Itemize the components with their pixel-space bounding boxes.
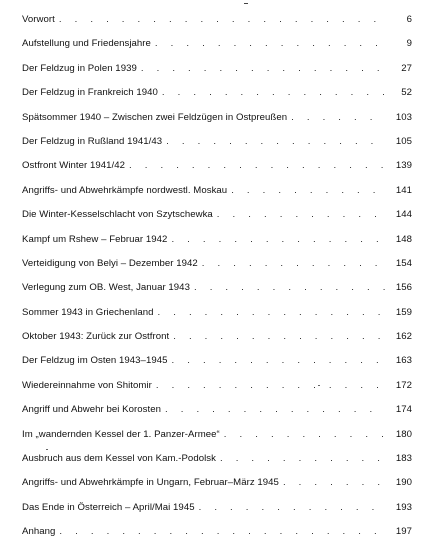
toc-entry-title: Wiedereinnahme von Shitomir: [22, 379, 152, 391]
toc-entry-page: 193: [395, 501, 412, 513]
scan-mark: [244, 3, 248, 4]
toc-entry-title: Aufstellung und Friedensjahre: [22, 38, 151, 50]
toc-entry-title: Anhang: [22, 526, 56, 538]
toc-entry: [22, 13, 412, 37]
toc-entry-title: Kampf um Rshew – Februar 1942: [22, 233, 168, 245]
toc-entry: [22, 111, 412, 135]
toc-entry-page: 183: [395, 453, 412, 465]
toc-entry: [22, 476, 412, 500]
toc-dot-leader: [156, 379, 386, 393]
toc-entry: [22, 184, 412, 208]
toc-entry-page: 9: [406, 38, 412, 50]
toc-entry: [22, 403, 412, 427]
toc-entry-title: Der Feldzug im Osten 1943–1945: [22, 355, 168, 367]
toc-entry-title: Angriff und Abwehr bei Korosten: [22, 404, 161, 416]
toc-entry-page: 141: [395, 184, 412, 196]
toc-entry: [22, 501, 412, 525]
toc-entry-title: Das Ende in Österreich – April/Mai 1945: [22, 501, 195, 513]
toc-entry-page: 103: [395, 111, 412, 123]
toc-entry-title: Verteidigung von Belyi – Dezember 1942: [22, 257, 198, 269]
toc-dot-leader: [59, 525, 386, 539]
toc-entry: [22, 306, 412, 330]
toc-entry: [22, 257, 412, 281]
toc-entry-page: 139: [395, 160, 412, 172]
toc-dot-leader: [157, 306, 386, 320]
toc-entry: [22, 452, 412, 476]
toc-dot-leader: [217, 208, 386, 222]
toc-dot-leader: [173, 330, 386, 344]
toc-entry-page: 163: [395, 355, 412, 367]
toc-entry-page: 180: [395, 428, 412, 440]
toc-entry: [22, 135, 412, 159]
toc-entry-title: Sommer 1943 in Griechenland: [22, 306, 154, 318]
toc-entry: [22, 354, 412, 378]
toc-entry: [22, 62, 412, 86]
toc-dot-leader: [199, 501, 386, 515]
toc-entry-page: 52: [401, 87, 412, 99]
toc-dot-leader: [224, 428, 386, 442]
toc-entry-title: Im „wandernden Kessel der 1. Panzer-Armee“: [22, 428, 220, 440]
toc-dot-leader: [129, 159, 386, 173]
toc-entry-title: Die Winter-Kesselschlacht von Szytschewka: [22, 209, 213, 221]
toc-entry-title: Der Feldzug in Rußland 1941/43: [22, 135, 163, 147]
toc-dot-leader: [165, 403, 386, 417]
toc-entry-title: Spätsommer 1940 – Zwischen zwei Feldzügen in Ostpreußen: [22, 111, 288, 123]
toc-entry: [22, 159, 412, 183]
toc-entry-title: Der Feldzug in Polen 1939: [22, 62, 137, 74]
toc-entry: [22, 379, 412, 403]
toc-entry-page: 148: [395, 233, 412, 245]
toc-dot-leader: [231, 184, 386, 198]
toc-entry: [22, 86, 412, 110]
toc-dot-leader: [172, 354, 387, 368]
toc-entry-title: Oktober 1943: Zurück zur Ostfront: [22, 331, 170, 343]
toc-entry-page: 172: [395, 379, 412, 391]
toc-entry: [22, 208, 412, 232]
toc-dot-leader: [202, 257, 386, 271]
toc-entry-page: 154: [395, 257, 412, 269]
toc-entry: [22, 37, 412, 61]
toc-entry-page: 156: [395, 282, 412, 294]
scan-speck: [318, 385, 320, 386]
toc-entry-page: 144: [395, 209, 412, 221]
toc-entry-page: 197: [395, 526, 412, 538]
toc-dot-leader: [59, 13, 386, 27]
toc-entry: [22, 428, 412, 452]
toc-entry-title: Vorwort: [22, 14, 55, 25]
toc-dot-leader: [141, 62, 386, 76]
toc-entry-page: 27: [401, 62, 412, 74]
toc-entry-page: 105: [395, 135, 412, 147]
toc-entry-page: 6: [406, 14, 412, 25]
toc-entry-title: Angriffs- und Abwehrkämpfe in Ungarn, Februar–März 1945: [22, 477, 279, 489]
toc-dot-leader: [166, 135, 386, 149]
toc-entry-title: Verlegung zum OB. West, Januar 1943: [22, 282, 190, 294]
toc-dot-leader: [220, 452, 386, 466]
toc-entry: [22, 281, 412, 305]
toc-dot-leader: [171, 233, 386, 247]
toc-entry: [22, 330, 412, 354]
toc-entry: [22, 233, 412, 257]
toc-dot-leader: [283, 476, 386, 490]
toc-entry: [22, 525, 412, 549]
toc-entry-title: Der Feldzug in Frankreich 1940: [22, 87, 158, 99]
toc-entry-page: 159: [395, 306, 412, 318]
toc-dot-leader: [162, 86, 386, 100]
toc-dot-leader: [194, 281, 386, 295]
toc-dot-leader: [291, 111, 386, 125]
toc-entry-page: 190: [395, 477, 412, 489]
toc-entry-title: Angriffs- und Abwehrkämpfe nordwestl. Moskau: [22, 184, 228, 196]
toc-entry-title: Ausbruch aus dem Kessel von Kam.-Podolsk: [22, 453, 216, 465]
table-of-contents: [22, 13, 412, 550]
toc-entry-page: 174: [395, 404, 412, 416]
toc-entry-title: Ostfront Winter 1941/42: [22, 160, 125, 172]
scan-speck: [46, 449, 48, 450]
toc-dot-leader: [155, 37, 386, 51]
toc-entry-page: 162: [395, 331, 412, 343]
